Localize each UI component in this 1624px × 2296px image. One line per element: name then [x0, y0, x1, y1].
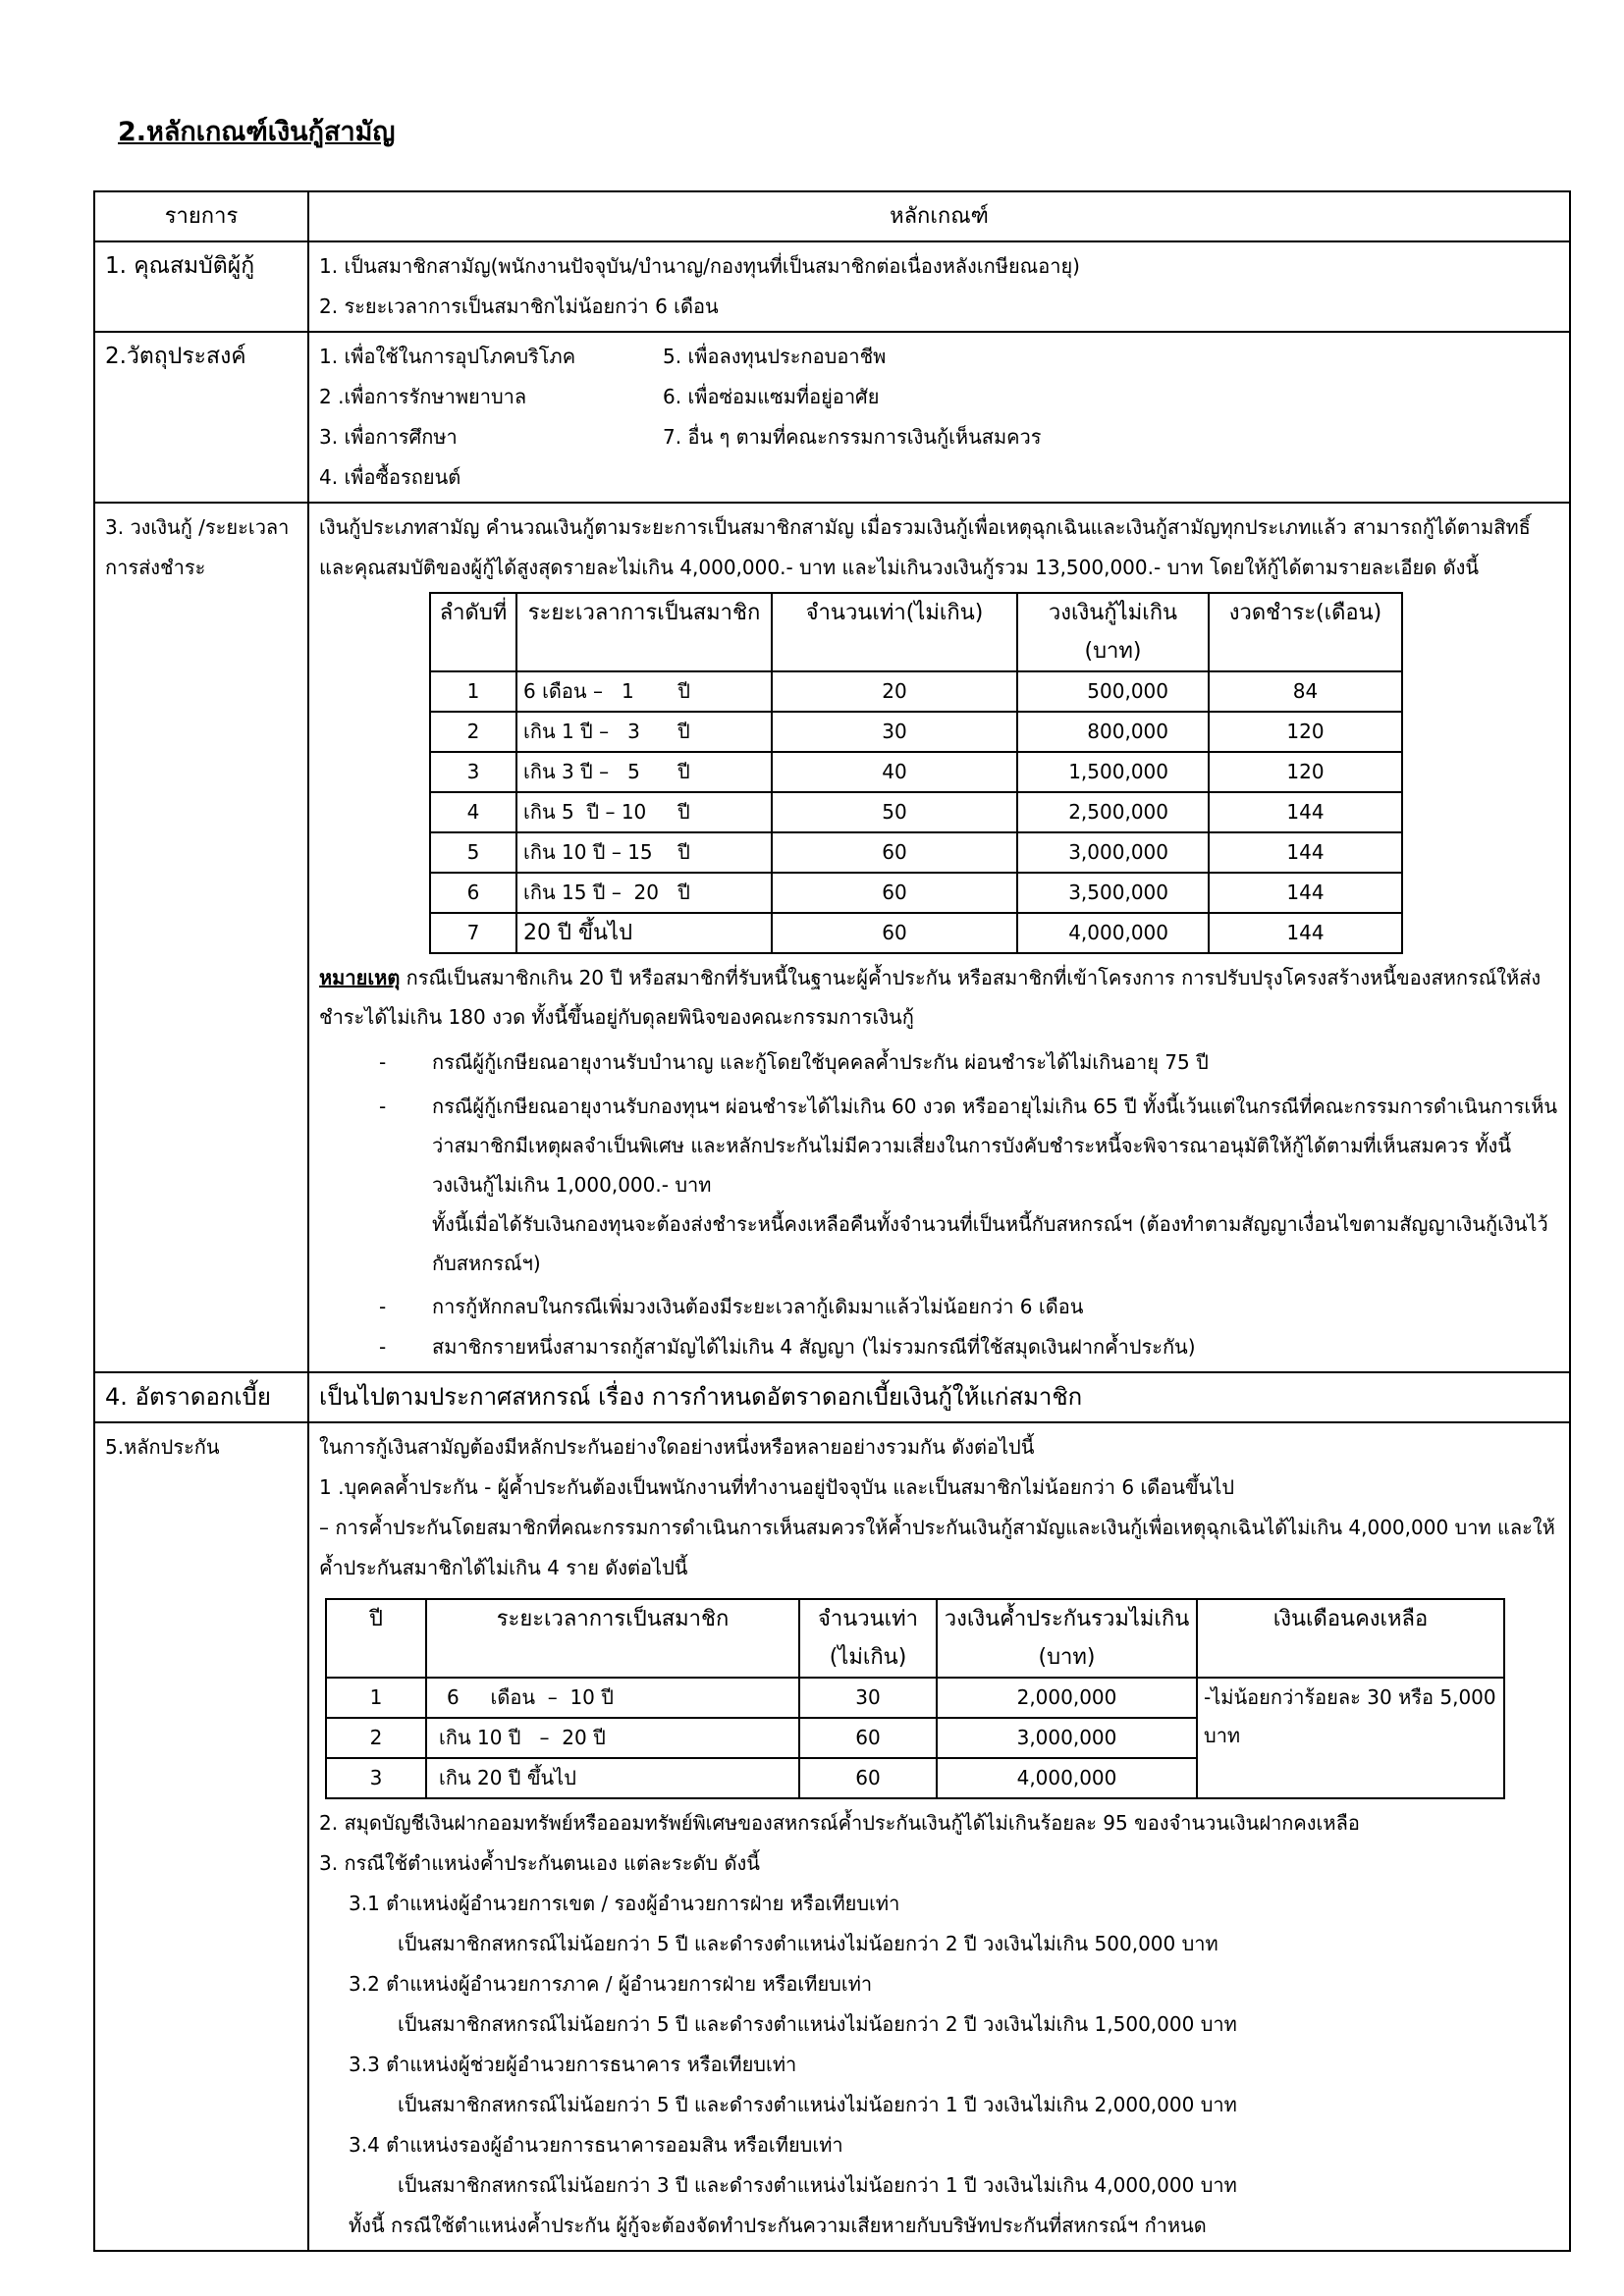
purpose-item: 3. เพื่อการศึกษา [319, 425, 458, 449]
cell-installments: 144 [1209, 873, 1402, 913]
guarantee-header-row [326, 1599, 1504, 1678]
cell-membership: เกิน 3 ปี – 5 ปี [516, 752, 772, 792]
label-purpose: 2.วัตถุประสงค์ [94, 332, 308, 503]
purpose-item: 6. เพื่อซ่อมแซมที่อยู่อาศัย [663, 385, 880, 408]
cell-membership: 6 เดือน – 10 ปี [426, 1678, 799, 1718]
loan-limit-table [429, 592, 1403, 954]
label-qualifications: 1. คุณสมบัติผู้กู้ [94, 241, 308, 332]
col-salary-remaining: เงินเดือนคงเหลือ [1197, 1599, 1504, 1678]
cell-limit: 2,500,000 [1017, 792, 1209, 832]
collateral-p1: 1 .บุคคลค้ำประกัน - ผู้ค้ำประกันต้องเป็นพนักงานที่ทำงานอยู่ปัจจุบัน และเป็นสมาชิกไม่น้อยกว่า 6 เดือนขึ้นไป [319, 1475, 1235, 1499]
note-text: กรณีเป็นสมาชิกเกิน 20 ปี หรือสมาชิกที่รับหนี้ในฐานะผู้ค้ำประกัน หรือสมาชิกที่เข้าโครงการ การปรับปรุงโครงสร้างหนี้ของสหกรณ์ให้ส่งชำระได้ไม่เกิน 180 งวด ทั้งนี้ขึ้นอยู่กับดุลยพินิจของคณะกรรมการเงินกู้ [319, 966, 1542, 1029]
header-criteria: หลักเกณฑ์ [308, 191, 1570, 241]
qualification-line: 1. เป็นสมาชิกสามัญ(พนักงานปัจจุบัน/บำนาญ/กองทุนที่เป็นสมาชิกต่อเนื่องหลังเกษียณอายุ) [319, 254, 1080, 278]
cell-guarantee-limit: 4,000,000 [937, 1758, 1197, 1798]
cell-limit: 3,000,000 [1017, 832, 1209, 873]
cell-order: 5 [430, 832, 516, 873]
position-title: 3.2 ตำแหน่งผู้อำนวยการภาค / ผู้อำนวยการฝ่าย หรือเทียบเท่า [349, 1972, 873, 1996]
table-row [430, 792, 1402, 832]
cell-membership: 6 เดือน – 1 ปี [516, 671, 772, 712]
note-label: หมายเหตุ [319, 966, 401, 989]
col-membership: ระยะเวลาการเป็นสมาชิก [516, 593, 772, 671]
qualification-line: 2. ระยะเวลาการเป็นสมาชิกไม่น้อยกว่า 6 เดือน [319, 294, 719, 318]
row-purpose [94, 332, 1570, 503]
qualifications-content [308, 241, 1570, 332]
position-title: 3.4 ตำแหน่งรองผู้อำนวยการธนาคารออมสิน หรือเทียบเท่า [349, 2133, 843, 2157]
list-item [373, 1042, 1559, 1083]
bullet-text: กรณีผู้กู้เกษียณอายุงานรับบำนาญ และกู้โดยใช้บุคคลค้ำประกัน ผ่อนชำระได้ไม่เกินอายุ 75 ปี [432, 1050, 1209, 1074]
col-order: ลำดับที่ [430, 593, 516, 671]
loan-note [319, 958, 1559, 1037]
collateral-content [308, 1422, 1570, 2251]
col-year: ปี [326, 1599, 426, 1678]
cell-membership: เกิน 15 ปี – 20 ปี [516, 873, 772, 913]
cell-membership: 20 ปี ขึ้นไป [516, 913, 772, 953]
purpose-item: 5. เพื่อลงทุนประกอบอาชีพ [663, 345, 887, 368]
collateral-p2: – การค้ำประกันโดยสมาชิกที่คณะกรรมการดำเนินการเห็นสมควรให้ค้ำประกันเงินกู้สามัญและเงินกู้เพื่อเหตุฉุกเฉินได้ไม่เกิน 4,000,000 บาท และให้ค้ำประกันสมาชิกได้ไม่เกิน 4 ราย ดังต่อไปนี้ [319, 1516, 1555, 1579]
position-detail: เป็นสมาชิกสหกรณ์ไม่น้อยกว่า 5 ปี และดำรงตำแหน่งไม่น้อยกว่า 1 ปี วงเงินไม่เกิน 2,000,000 บาท [398, 2093, 1237, 2116]
position-detail: เป็นสมาชิกสหกรณ์ไม่น้อยกว่า 3 ปี และดำรงตำแหน่งไม่น้อยกว่า 1 ปี วงเงินไม่เกิน 4,000,000 บาท [398, 2173, 1237, 2197]
table-row [430, 752, 1402, 792]
position-detail: เป็นสมาชิกสหกรณ์ไม่น้อยกว่า 5 ปี และดำรงตำแหน่งไม่น้อยกว่า 2 ปี วงเงินไม่เกิน 1,500,000 บาท [398, 2012, 1237, 2036]
cell-order: 6 [430, 873, 516, 913]
cell-membership: เกิน 1 ปี – 3 ปี [516, 712, 772, 752]
guarantee-table [325, 1598, 1505, 1799]
cell-year: 1 [326, 1678, 426, 1718]
bullet-text: การกู้หักกลบในกรณีเพิ่มวงเงินต้องมีระยะเวลากู้เดิมมาแล้วไม่น้อยกว่า 6 เดือน [432, 1295, 1084, 1318]
header-item: รายการ [94, 191, 308, 241]
table-row [430, 832, 1402, 873]
list-item [373, 1327, 1559, 1367]
cell-limit: 800,000 [1017, 712, 1209, 752]
bullet-dash: - [379, 1095, 387, 1118]
collateral-p3: 2. สมุดบัญชีเงินฝากออมทรัพย์หรือออมทรัพย์พิเศษของสหกรณ์ค้ำประกันเงินกู้ได้ไม่เกินร้อยละ 95 ของจำนวนเงินฝากคงเหลือ [319, 1811, 1360, 1835]
cell-limit: 1,500,000 [1017, 752, 1209, 792]
cell-guarantee-limit: 3,000,000 [937, 1718, 1197, 1758]
cell-membership: เกิน 20 ปี ขึ้นไป [426, 1758, 799, 1798]
cell-multiple: 30 [772, 712, 1017, 752]
bullet-text: กรณีผู้กู้เกษียณอายุงานรับกองทุนฯ ผ่อนชำระได้ไม่เกิน 60 งวด หรืออายุไม่เกิน 65 ปี ทั้งนี้เว้นแต่ในกรณีที่คณะกรรมการดำเนินการเห็นว่าสมาชิกมีเหตุผลจำเป็นพิเศษ และหลักประกันไม่มีความเสี่ยงในการบังคับชำระหนี้จะพิจารณาอนุมัติให้กู้ได้ตามที่เห็นสมควร ทั้งนี้ วงเงินกู้ไม่เกิน 1,000,000.- บาท [432, 1095, 1558, 1197]
cell-membership: เกิน 10 ปี – 15 ปี [516, 832, 772, 873]
cell-limit: 3,500,000 [1017, 873, 1209, 913]
row-collateral [94, 1422, 1570, 2251]
table-row [430, 671, 1402, 712]
position-title: 3.1 ตำแหน่งผู้อำนวยการเขต / รองผู้อำนวยการฝ่าย หรือเทียบเท่า [349, 1892, 900, 1915]
cell-installments: 120 [1209, 712, 1402, 752]
table-row [430, 712, 1402, 752]
collateral-p4: 3. กรณีใช้ตำแหน่งค้ำประกันตนเอง แต่ละระดับ ดังนี้ [319, 1851, 760, 1875]
cell-multiple: 30 [799, 1678, 937, 1718]
cell-installments: 84 [1209, 671, 1402, 712]
label-collateral: 5.หลักประกัน [94, 1422, 308, 2251]
cell-multiple: 40 [772, 752, 1017, 792]
cell-membership: เกิน 10 ปี – 20 ปี [426, 1718, 799, 1758]
table-row [430, 873, 1402, 913]
col-multiple: จำนวนเท่า(ไม่เกิน) [772, 593, 1017, 671]
cell-limit: 500,000 [1017, 671, 1209, 712]
collateral-intro: ในการกู้เงินสามัญต้องมีหลักประกันอย่างใดอย่างหนึ่งหรือหลายอย่างรวมกัน ดังต่อไปนี้ [319, 1435, 1035, 1459]
loan-limit-header-row [430, 593, 1402, 671]
bullet-body [432, 1087, 1559, 1283]
header-row [94, 191, 1570, 241]
interest-text: เป็นไปตามประกาศสหกรณ์ เรื่อง การกำหนดอัตราดอกเบี้ยเงินกู้ให้แก่สมาชิก [308, 1372, 1570, 1422]
col-multiple: จำนวนเท่า (ไม่เกิน) [799, 1599, 937, 1678]
table-row [430, 913, 1402, 953]
cell-order: 1 [430, 671, 516, 712]
collateral-closing: ทั้งนี้ กรณีใช้ตำแหน่งค้ำประกัน ผู้กู้จะต้องจัดทำประกันความเสียหายกับบริษัทประกันที่สหกรณ์ฯ กำหนด [349, 2214, 1207, 2237]
loan-limit-content [308, 503, 1570, 1372]
cell-order: 4 [430, 792, 516, 832]
loan-limit-intro: เงินกู้ประเภทสามัญ คำนวณเงินกู้ตามระยะการเป็นสมาชิกสามัญ เมื่อรวมเงินกู้เพื่อเหตุฉุกเฉินและเงินกู้สามัญทุกประเภทแล้ว สามารถกู้ได้ตามสิทธิ์ และคุณสมบัติของผู้กู้ได้สูงสุดรายละไม่เกิน 4,000,000.- บาท และไม่เกินวงเงินกู้รวม 13,500,000.- บาท โดยให้กู้ได้ตามรายละเอียด ดังนี้ [319, 515, 1531, 579]
page-title: 2.หลักเกณฑ์เงินกู้สามัญ [118, 117, 396, 147]
cell-order: 7 [430, 913, 516, 953]
cell-multiple: 20 [772, 671, 1017, 712]
bullet-extra: ทั้งนี้เมื่อได้รับเงินกองทุนจะต้องส่งชำระหนี้คงเหลือคืนทั้งจำนวนที่เป็นหนี้กับสหกรณ์ฯ (ต้องทำตามสัญญาเงื่อนไขตามสัญญาเงินกู้เงินไว้กับสหกรณ์ฯ) [432, 1212, 1548, 1275]
cell-salary-remaining: -ไม่น้อยกว่าร้อยละ 30 หรือ 5,000 บาท [1197, 1678, 1504, 1798]
col-installments: งวดชำระ(เดือน) [1209, 593, 1402, 671]
row-loan-limit [94, 503, 1570, 1372]
label-loan-limit: 3. วงเงินกู้ /ระยะเวลาการส่งชำระ [94, 503, 308, 1372]
purpose-content [308, 332, 1570, 503]
bullet-text: สมาชิกรายหนึ่งสามารถกู้สามัญได้ไม่เกิน 4 สัญญา (ไม่รวมกรณีที่ใช้สมุดเงินฝากค้ำประกัน) [432, 1335, 1196, 1359]
cell-order: 3 [430, 752, 516, 792]
cell-membership: เกิน 5 ปี – 10 ปี [516, 792, 772, 832]
cell-multiple: 50 [772, 792, 1017, 832]
cell-multiple: 60 [799, 1758, 937, 1798]
label-interest: 4. อัตราดอกเบี้ย [94, 1372, 308, 1422]
bullet-dash: - [379, 1050, 387, 1074]
purpose-item: 2 .เพื่อการรักษาพยาบาล [319, 385, 527, 408]
cell-year: 3 [326, 1758, 426, 1798]
row-qualifications [94, 241, 1570, 332]
col-limit: วงเงินกู้ไม่เกิน (บาท) [1017, 593, 1209, 671]
cell-installments: 120 [1209, 752, 1402, 792]
criteria-table [93, 190, 1571, 2252]
cell-installments: 144 [1209, 792, 1402, 832]
purpose-item: 1. เพื่อใช้ในการอุปโภคบริโภค [319, 345, 576, 368]
position-detail: เป็นสมาชิกสหกรณ์ไม่น้อยกว่า 5 ปี และดำรงตำแหน่งไม่น้อยกว่า 2 ปี วงเงินไม่เกิน 500,000 บาท [398, 1932, 1218, 1955]
cell-limit: 4,000,000 [1017, 913, 1209, 953]
col-membership: ระยะเวลาการเป็นสมาชิก [426, 1599, 799, 1678]
cell-multiple: 60 [772, 913, 1017, 953]
position-title: 3.3 ตำแหน่งผู้ช่วยผู้อำนวยการธนาคาร หรือเทียบเท่า [349, 2053, 797, 2076]
list-item [373, 1287, 1559, 1327]
bullet-dash: - [379, 1295, 387, 1318]
cell-multiple: 60 [772, 873, 1017, 913]
cell-order: 2 [430, 712, 516, 752]
list-item [373, 1087, 1559, 1283]
cell-multiple: 60 [799, 1718, 937, 1758]
cell-installments: 144 [1209, 913, 1402, 953]
cell-installments: 144 [1209, 832, 1402, 873]
row-interest [94, 1372, 1570, 1422]
col-guarantee-limit: วงเงินค้ำประกันรวมไม่เกิน (บาท) [937, 1599, 1197, 1678]
cell-guarantee-limit: 2,000,000 [937, 1678, 1197, 1718]
purpose-item: 4. เพื่อซื้อรถยนต์ [319, 465, 461, 489]
purpose-item: 7. อื่น ๆ ตามที่คณะกรรมการเงินกู้เห็นสมควร [663, 425, 1042, 449]
cell-multiple: 60 [772, 832, 1017, 873]
table-row [326, 1678, 1504, 1718]
bullet-dash: - [379, 1335, 387, 1359]
cell-year: 2 [326, 1718, 426, 1758]
